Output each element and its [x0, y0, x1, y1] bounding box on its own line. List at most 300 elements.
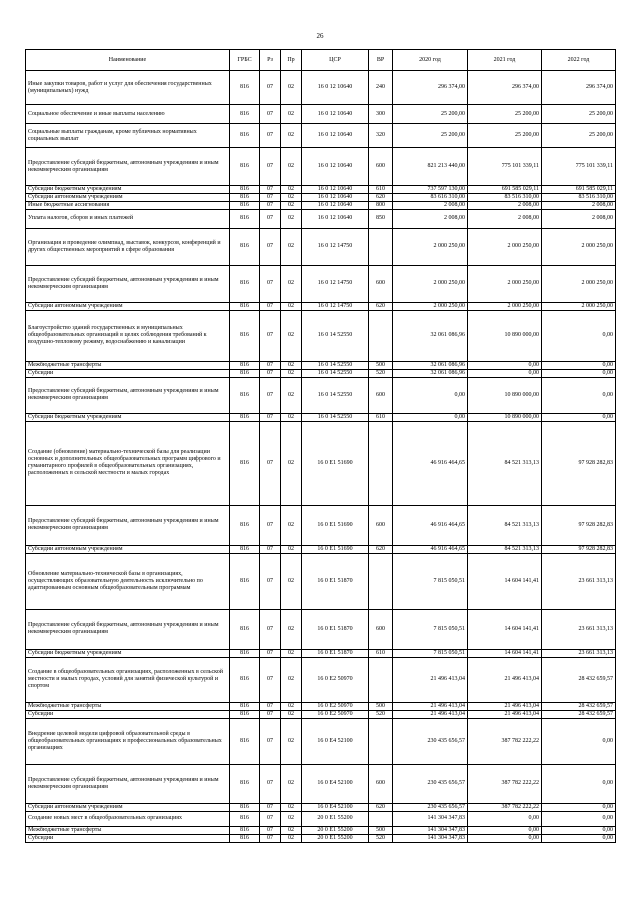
cell-vr: 600	[369, 505, 393, 545]
cell-2022: 28 432 659,57	[542, 702, 616, 710]
cell-2022: 0,00	[542, 834, 616, 842]
cell-name: Межбюджетные трансферты	[26, 702, 230, 710]
cell-vr: 500	[369, 361, 393, 369]
cell-2022: 2 008,00	[542, 209, 616, 228]
cell-grbs: 816	[230, 811, 260, 826]
table-row	[26, 649, 616, 657]
cell-2020: 0,00	[393, 413, 468, 421]
cell-rz: 07	[260, 148, 281, 186]
cell-2020: 21 496 413,04	[393, 702, 468, 710]
cell-2020: 21 496 413,04	[393, 710, 468, 718]
cell-name: Предоставление субсидий бюджетным, автономным учреждениям и иным некоммерческим организациям	[26, 609, 230, 649]
cell-2022: 0,00	[542, 369, 616, 377]
cell-csr: 16 0 14 52550	[302, 310, 369, 361]
cell-2021: 0,00	[468, 834, 542, 842]
cell-csr: 16 0 12 10640	[302, 105, 369, 124]
cell-csr: 16 0 E2 50970	[302, 657, 369, 702]
cell-2020: 32 061 086,96	[393, 361, 468, 369]
cell-2022: 23 661 313,13	[542, 649, 616, 657]
cell-pr: 02	[281, 71, 302, 105]
cell-2021: 691 585 029,11	[468, 186, 542, 194]
cell-2022: 0,00	[542, 826, 616, 834]
cell-vr: 300	[369, 105, 393, 124]
cell-vr: 610	[369, 649, 393, 657]
table-row	[26, 193, 616, 201]
cell-grbs: 816	[230, 413, 260, 421]
table-row	[26, 553, 616, 609]
cell-name: Субсидии бюджетным учреждениям	[26, 186, 230, 194]
cell-rz: 07	[260, 201, 281, 209]
cell-vr	[369, 718, 393, 764]
cell-vr: 610	[369, 413, 393, 421]
cell-pr: 02	[281, 265, 302, 302]
table-row	[26, 545, 616, 553]
cell-grbs: 816	[230, 718, 260, 764]
cell-csr: 16 0 E1 51870	[302, 609, 369, 649]
cell-2022: 0,00	[542, 718, 616, 764]
table-row	[26, 803, 616, 811]
cell-csr: 16 0 E1 51690	[302, 545, 369, 553]
cell-rz: 07	[260, 302, 281, 310]
cell-vr: 520	[369, 710, 393, 718]
cell-2020: 7 815 050,51	[393, 649, 468, 657]
cell-name: Создание в общеобразовательных организациях, расположенных в сельской местности и малых городах, условий для занятий физической культурой и спортом	[26, 657, 230, 702]
cell-grbs: 816	[230, 124, 260, 148]
cell-2022: 775 101 339,11	[542, 148, 616, 186]
cell-name: Субсидии автономным учреждениям	[26, 545, 230, 553]
cell-vr	[369, 310, 393, 361]
cell-2021: 775 101 339,11	[468, 148, 542, 186]
cell-2020: 46 916 464,65	[393, 545, 468, 553]
cell-2021: 2 000 250,00	[468, 265, 542, 302]
cell-2022: 2 000 250,00	[542, 265, 616, 302]
table-row	[26, 505, 616, 545]
cell-pr: 02	[281, 718, 302, 764]
cell-csr: 16 0 12 14750	[302, 228, 369, 265]
cell-pr: 02	[281, 811, 302, 826]
cell-csr: 20 0 E1 55200	[302, 834, 369, 842]
cell-2021: 296 374,00	[468, 71, 542, 105]
table-row	[26, 764, 616, 803]
cell-2021: 2 000 250,00	[468, 228, 542, 265]
cell-pr: 02	[281, 834, 302, 842]
cell-name: Иные бюджетные ассигнования	[26, 201, 230, 209]
cell-grbs: 816	[230, 803, 260, 811]
cell-2022: 2 008,00	[542, 201, 616, 209]
cell-2021: 25 200,00	[468, 124, 542, 148]
cell-grbs: 816	[230, 71, 260, 105]
cell-pr: 02	[281, 421, 302, 505]
cell-2020: 2 008,00	[393, 201, 468, 209]
cell-name: Субсидии автономным учреждениям	[26, 803, 230, 811]
cell-2020: 25 200,00	[393, 105, 468, 124]
cell-2021: 10 890 000,00	[468, 377, 542, 413]
cell-2021: 0,00	[468, 811, 542, 826]
cell-name: Обновление материально-технической базы в организациях, осуществляющих образовательную деятельность исключительно по адаптированным основным общеобразовательным программам	[26, 553, 230, 609]
cell-2020: 32 061 086,96	[393, 369, 468, 377]
table-row	[26, 718, 616, 764]
cell-name: Предоставление субсидий бюджетным, автономным учреждениям и иным некоммерческим организациям	[26, 764, 230, 803]
cell-name: Благоустройство зданий государственных и муниципальных общеобразовательных организаций в целях соблюдения требований к воздушно-тепловому режиму, водоснабжению и канализации	[26, 310, 230, 361]
cell-2022: 2 000 250,00	[542, 228, 616, 265]
cell-csr: 16 0 12 10640	[302, 186, 369, 194]
cell-pr: 02	[281, 710, 302, 718]
cell-pr: 02	[281, 193, 302, 201]
cell-pr: 02	[281, 649, 302, 657]
cell-2021: 2 000 250,00	[468, 302, 542, 310]
table-row	[26, 361, 616, 369]
cell-pr: 02	[281, 361, 302, 369]
cell-grbs: 816	[230, 649, 260, 657]
cell-2022: 0,00	[542, 413, 616, 421]
table-row	[26, 209, 616, 228]
table-row	[26, 826, 616, 834]
cell-rz: 07	[260, 609, 281, 649]
cell-name: Создание новых мест в общеобразовательных организациях	[26, 811, 230, 826]
cell-2021: 2 008,00	[468, 209, 542, 228]
cell-csr: 16 0 14 52550	[302, 377, 369, 413]
table-row	[26, 71, 616, 105]
cell-csr: 16 0 12 10640	[302, 71, 369, 105]
cell-vr: 620	[369, 193, 393, 201]
cell-pr: 02	[281, 702, 302, 710]
cell-rz: 07	[260, 421, 281, 505]
cell-rz: 07	[260, 702, 281, 710]
cell-name: Субсидии	[26, 710, 230, 718]
cell-name: Субсидии автономным учреждениям	[26, 193, 230, 201]
cell-pr: 02	[281, 764, 302, 803]
cell-pr: 02	[281, 310, 302, 361]
cell-vr: 620	[369, 302, 393, 310]
cell-2022: 23 661 313,13	[542, 609, 616, 649]
cell-vr	[369, 421, 393, 505]
cell-2020: 141 304 347,83	[393, 834, 468, 842]
cell-2020: 2 000 250,00	[393, 228, 468, 265]
table-row	[26, 265, 616, 302]
cell-vr: 500	[369, 826, 393, 834]
cell-grbs: 816	[230, 369, 260, 377]
cell-2020: 21 496 413,04	[393, 657, 468, 702]
cell-name: Предоставление субсидий бюджетным, автономным учреждениям и иным некоммерческим организациям	[26, 148, 230, 186]
cell-rz: 07	[260, 369, 281, 377]
cell-csr: 16 0 12 14750	[302, 265, 369, 302]
cell-2021: 84 521 313,13	[468, 421, 542, 505]
cell-2021: 2 008,00	[468, 201, 542, 209]
cell-2020: 2 008,00	[393, 209, 468, 228]
cell-rz: 07	[260, 71, 281, 105]
cell-2022: 0,00	[542, 811, 616, 826]
cell-grbs: 816	[230, 421, 260, 505]
cell-name: Организация и проведение олимпиад, выставок, конкурсов, конференций и других общественных мероприятий в сфере образования	[26, 228, 230, 265]
cell-pr: 02	[281, 657, 302, 702]
table-row	[26, 186, 616, 194]
cell-csr: 16 0 E2 50970	[302, 702, 369, 710]
cell-2021: 14 604 141,41	[468, 553, 542, 609]
cell-vr: 320	[369, 124, 393, 148]
cell-2021: 84 521 313,13	[468, 505, 542, 545]
table-row	[26, 105, 616, 124]
cell-pr: 02	[281, 105, 302, 124]
cell-grbs: 816	[230, 505, 260, 545]
cell-2021: 0,00	[468, 826, 542, 834]
page-number: 26	[316, 32, 324, 40]
table-row	[26, 421, 616, 505]
cell-name: Внедрение целевой модели цифровой образовательной среды в общеобразовательных организациях и профессиональных образовательных организациях	[26, 718, 230, 764]
cell-2020: 141 304 347,83	[393, 811, 468, 826]
cell-rz: 07	[260, 377, 281, 413]
cell-csr: 16 0 12 10640	[302, 193, 369, 201]
cell-rz: 07	[260, 803, 281, 811]
cell-vr: 850	[369, 209, 393, 228]
cell-csr: 20 0 E1 55200	[302, 811, 369, 826]
cell-2022: 0,00	[542, 803, 616, 811]
cell-name: Субсидии автономным учреждениям	[26, 302, 230, 310]
cell-grbs: 816	[230, 377, 260, 413]
table-row	[26, 228, 616, 265]
cell-csr: 16 0 E4 52100	[302, 718, 369, 764]
header-year-2021: 2021 год	[468, 50, 542, 71]
cell-2020: 230 435 656,57	[393, 803, 468, 811]
cell-2020: 2 000 250,00	[393, 265, 468, 302]
cell-2021: 0,00	[468, 361, 542, 369]
table-row	[26, 702, 616, 710]
cell-vr	[369, 228, 393, 265]
cell-vr: 610	[369, 186, 393, 194]
cell-name: Создание (обновление) материально-технической базы для реализации основных и дополнительных общеобразовательных программ цифрового и гуманитарного профилей в общеобразовательных организациях, расположенных в сельской местности и малых городах	[26, 421, 230, 505]
cell-pr: 02	[281, 553, 302, 609]
cell-2021: 21 496 413,04	[468, 657, 542, 702]
cell-grbs: 816	[230, 265, 260, 302]
cell-rz: 07	[260, 553, 281, 609]
cell-2020: 230 435 656,57	[393, 718, 468, 764]
cell-rz: 07	[260, 186, 281, 194]
cell-grbs: 816	[230, 193, 260, 201]
cell-csr: 16 0 E1 51870	[302, 553, 369, 609]
cell-2021: 83 516 310,00	[468, 193, 542, 201]
table-row	[26, 148, 616, 186]
cell-rz: 07	[260, 545, 281, 553]
cell-pr: 02	[281, 228, 302, 265]
cell-csr: 16 0 14 52550	[302, 369, 369, 377]
cell-pr: 02	[281, 413, 302, 421]
cell-grbs: 816	[230, 764, 260, 803]
cell-2020: 25 200,00	[393, 124, 468, 148]
cell-rz: 07	[260, 764, 281, 803]
cell-2021: 21 496 413,04	[468, 702, 542, 710]
cell-2021: 10 890 000,00	[468, 310, 542, 361]
cell-name: Социальное обеспечение и иные выплаты населению	[26, 105, 230, 124]
cell-pr: 02	[281, 302, 302, 310]
cell-name: Предоставление субсидий бюджетным, автономным учреждениям и иным некоммерческим организациям	[26, 505, 230, 545]
cell-2020: 46 916 464,65	[393, 421, 468, 505]
cell-vr: 620	[369, 803, 393, 811]
cell-2021: 14 604 141,41	[468, 649, 542, 657]
cell-pr: 02	[281, 545, 302, 553]
cell-pr: 02	[281, 377, 302, 413]
cell-2022: 0,00	[542, 377, 616, 413]
cell-csr: 16 0 14 52550	[302, 413, 369, 421]
cell-csr: 16 0 12 10640	[302, 201, 369, 209]
cell-vr: 240	[369, 71, 393, 105]
cell-grbs: 816	[230, 209, 260, 228]
cell-rz: 07	[260, 649, 281, 657]
cell-rz: 07	[260, 413, 281, 421]
cell-pr: 02	[281, 803, 302, 811]
cell-2021: 84 521 313,13	[468, 545, 542, 553]
cell-pr: 02	[281, 505, 302, 545]
cell-name: Субсидии	[26, 834, 230, 842]
cell-pr: 02	[281, 186, 302, 194]
table-row	[26, 811, 616, 826]
table-row	[26, 201, 616, 209]
cell-2020: 141 304 347,83	[393, 826, 468, 834]
table-row	[26, 657, 616, 702]
cell-csr: 16 0 E1 51690	[302, 505, 369, 545]
table-row	[26, 710, 616, 718]
cell-2022: 97 928 282,83	[542, 421, 616, 505]
cell-csr: 16 0 12 10640	[302, 124, 369, 148]
cell-vr: 600	[369, 377, 393, 413]
cell-rz: 07	[260, 657, 281, 702]
header-year-2022: 2022 год	[542, 50, 616, 71]
cell-rz: 07	[260, 710, 281, 718]
cell-2021: 387 782 222,22	[468, 803, 542, 811]
table-row	[26, 302, 616, 310]
cell-vr	[369, 657, 393, 702]
cell-grbs: 816	[230, 657, 260, 702]
cell-name: Субсидии бюджетным учреждениям	[26, 413, 230, 421]
cell-rz: 07	[260, 718, 281, 764]
cell-2021: 21 496 413,04	[468, 710, 542, 718]
cell-vr: 600	[369, 764, 393, 803]
cell-2021: 0,00	[468, 369, 542, 377]
cell-grbs: 816	[230, 702, 260, 710]
table-row	[26, 310, 616, 361]
cell-2021: 25 200,00	[468, 105, 542, 124]
cell-name: Предоставление субсидий бюджетным, автономным учреждениям и иным некоммерческим организациям	[26, 265, 230, 302]
cell-2020: 821 213 440,00	[393, 148, 468, 186]
cell-vr: 600	[369, 265, 393, 302]
cell-grbs: 816	[230, 310, 260, 361]
header-csr: ЦСР	[302, 50, 369, 71]
cell-2022: 23 661 313,13	[542, 553, 616, 609]
table-row	[26, 834, 616, 842]
cell-grbs: 816	[230, 148, 260, 186]
cell-csr: 16 0 E4 52100	[302, 764, 369, 803]
cell-2022: 0,00	[542, 361, 616, 369]
cell-rz: 07	[260, 209, 281, 228]
cell-pr: 02	[281, 209, 302, 228]
cell-2020: 83 616 310,00	[393, 193, 468, 201]
cell-csr: 16 0 14 52550	[302, 361, 369, 369]
cell-name: Межбюджетные трансферты	[26, 361, 230, 369]
cell-pr: 02	[281, 148, 302, 186]
cell-2022: 0,00	[542, 764, 616, 803]
cell-rz: 07	[260, 505, 281, 545]
cell-vr: 500	[369, 702, 393, 710]
cell-grbs: 816	[230, 361, 260, 369]
cell-2022: 25 200,00	[542, 124, 616, 148]
cell-2020: 7 815 050,51	[393, 553, 468, 609]
cell-grbs: 816	[230, 105, 260, 124]
cell-grbs: 816	[230, 545, 260, 553]
cell-2021: 387 782 222,22	[468, 718, 542, 764]
cell-2020: 0,00	[393, 377, 468, 413]
cell-name: Социальные выплаты гражданам, кроме публичных нормативных социальных выплат	[26, 124, 230, 148]
table-row	[26, 124, 616, 148]
cell-2021: 387 782 222,22	[468, 764, 542, 803]
cell-grbs: 816	[230, 228, 260, 265]
cell-name: Субсидии бюджетным учреждениям	[26, 649, 230, 657]
cell-2021: 14 604 141,41	[468, 609, 542, 649]
cell-pr: 02	[281, 826, 302, 834]
header-rz: Рз	[260, 50, 281, 71]
cell-vr	[369, 811, 393, 826]
cell-csr: 20 0 E1 55200	[302, 826, 369, 834]
cell-vr: 520	[369, 369, 393, 377]
table-header-row	[26, 50, 616, 71]
cell-rz: 07	[260, 124, 281, 148]
cell-rz: 07	[260, 361, 281, 369]
cell-rz: 07	[260, 193, 281, 201]
header-year-2020: 2020 год	[393, 50, 468, 71]
cell-grbs: 816	[230, 826, 260, 834]
cell-grbs: 816	[230, 302, 260, 310]
cell-vr: 620	[369, 545, 393, 553]
cell-pr: 02	[281, 124, 302, 148]
cell-csr: 16 0 12 10640	[302, 209, 369, 228]
cell-csr: 16 0 E2 50970	[302, 710, 369, 718]
cell-2022: 691 585 029,11	[542, 186, 616, 194]
cell-rz: 07	[260, 834, 281, 842]
cell-2022: 28 432 659,57	[542, 657, 616, 702]
cell-name: Межбюджетные трансферты	[26, 826, 230, 834]
cell-rz: 07	[260, 228, 281, 265]
cell-2022: 25 200,00	[542, 105, 616, 124]
cell-2022: 83 516 310,00	[542, 193, 616, 201]
cell-grbs: 816	[230, 609, 260, 649]
cell-name: Предоставление субсидий бюджетным, автономным учреждениям и иным некоммерческим организациям	[26, 377, 230, 413]
cell-2020: 2 000 250,00	[393, 302, 468, 310]
cell-name: Иные закупки товаров, работ и услуг для обеспечения государственных (муниципальных) нужд	[26, 71, 230, 105]
cell-2022: 97 928 282,83	[542, 545, 616, 553]
cell-pr: 02	[281, 609, 302, 649]
table-row	[26, 413, 616, 421]
cell-grbs: 816	[230, 186, 260, 194]
header-grbs: ГРБС	[230, 50, 260, 71]
cell-grbs: 816	[230, 834, 260, 842]
cell-vr: 600	[369, 609, 393, 649]
cell-2022: 0,00	[542, 310, 616, 361]
cell-csr: 16 0 E1 51870	[302, 649, 369, 657]
cell-rz: 07	[260, 310, 281, 361]
cell-rz: 07	[260, 826, 281, 834]
cell-csr: 16 0 12 10640	[302, 148, 369, 186]
cell-grbs: 816	[230, 553, 260, 609]
cell-vr: 520	[369, 834, 393, 842]
cell-vr	[369, 553, 393, 609]
table-row	[26, 377, 616, 413]
table-row	[26, 609, 616, 649]
cell-pr: 02	[281, 201, 302, 209]
cell-2022: 28 432 659,57	[542, 710, 616, 718]
cell-vr: 800	[369, 201, 393, 209]
cell-vr: 600	[369, 148, 393, 186]
cell-name: Уплата налогов, сборов и иных платежей	[26, 209, 230, 228]
cell-rz: 07	[260, 105, 281, 124]
budget-table	[25, 49, 616, 843]
cell-2022: 296 374,00	[542, 71, 616, 105]
